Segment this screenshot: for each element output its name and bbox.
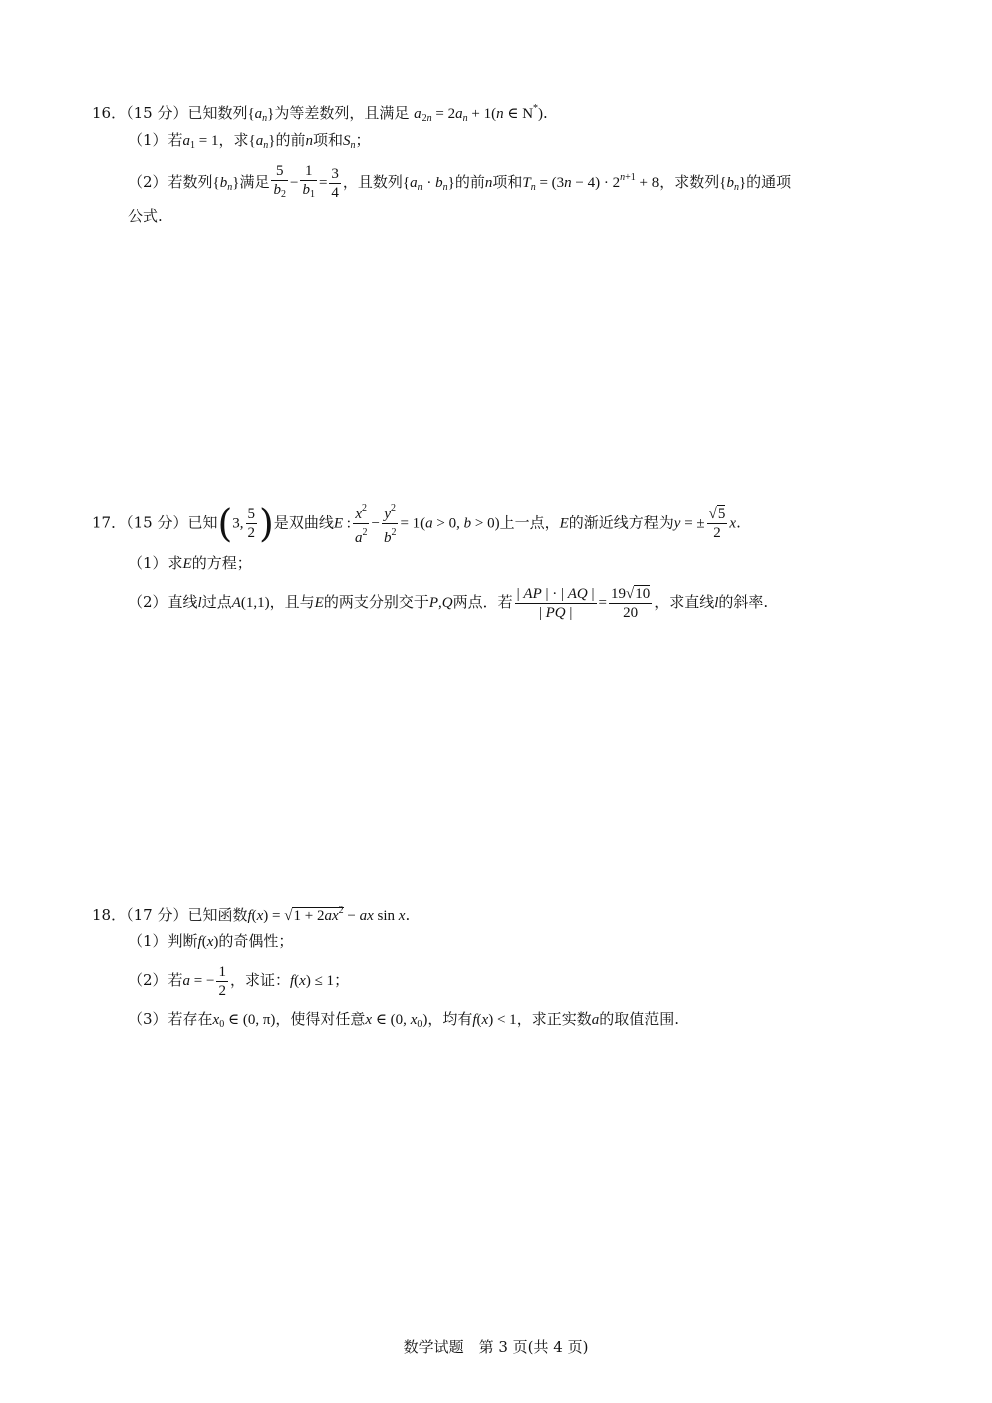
q18-part3-text-a: （3）若存在 xyxy=(128,1010,213,1028)
q18-part1: （1）判断f(x)的奇偶性； xyxy=(128,932,294,950)
q17-heading-text: 17．（15 分）已知 xyxy=(92,513,218,532)
q16-part1-text-a: （1）若 xyxy=(128,131,183,149)
q17-heading-text-a: 是双曲线 xyxy=(273,513,334,532)
q17-part2-text-b: 过点 xyxy=(201,593,232,611)
q17-part2-text-a: （2）直线 xyxy=(128,593,198,611)
q17-heading: 17．（15 分）已知(3, $\frac{5}{2}$ )是双曲线E : $\frac{x^2}{a^2}$ − $\frac{y^2}{b^2}$ = 1(a > 0, b > 0)上一点，E的渐近线方程为y = ± $\frac{√5}{2}$ x. xyxy=(92,501,741,546)
q18-heading: 18．（17 分）已知函数$f(x) = √1 + 2ax^2$ − ax sin x. xyxy=(92,905,411,924)
q17-part2-text-e: 两点．若 xyxy=(452,593,513,611)
q16-heading-text-2: 为等差数列，且满足 xyxy=(274,104,410,122)
q16-part1-text-c: 的前 xyxy=(275,131,306,149)
q18-part1-text-b: 的奇偶性； xyxy=(218,932,294,950)
q17-part1-text-b: 的方程； xyxy=(191,554,252,572)
q17-part2-text-c: ，且与 xyxy=(269,593,315,611)
q17-heading-text-c: 的渐近线方程为 xyxy=(568,513,674,532)
q16-part2-text-b: 满足 xyxy=(239,173,270,191)
q17-heading-end: . xyxy=(736,513,741,532)
q16-part1-text-e: ； xyxy=(355,131,371,149)
page-footer: 数学试题 第 3 页(共 4 页) xyxy=(403,1338,589,1356)
q17-part2-text-f: ，求直线 xyxy=(654,593,715,611)
q17-heading-text-b: 上一点， xyxy=(499,513,560,532)
q16-part2-text-e: 项和 xyxy=(492,173,523,191)
q16-part2: （2）若数列$\{b_n\}$满足 $\frac{5}{b_2}$ − $\frac{1}{b_1}$ = $\frac{3}{4}$ ，且数列$\{a_n \cdot b_n\}$的前n项和$T_n = (3n - 4) \cdot 2^{n+1} + 8$，求数列$\{b_n\}$的通项 xyxy=(128,163,792,201)
q16-part2-text-g: 的通项 xyxy=(746,173,792,191)
q16-heading-end: . xyxy=(543,104,548,122)
q16-part1-text-b: ，求 xyxy=(218,131,249,149)
q18-part3-text-d: ，求正实数 xyxy=(516,1010,592,1028)
q17-part2: （2）直线l过点A(1,1)，且与E的两支分别交于P,Q两点．若 $\frac{| AP | \cdot | AQ |}{| PQ |}$ = $\frac{19√10}{20}$ ，求直线l的斜率. xyxy=(128,585,769,621)
q17-part1: （1）求E的方程； xyxy=(128,554,252,572)
q18-part1-text-a: （1）判断 xyxy=(128,932,198,950)
q17-part2-text-g: 的斜率. xyxy=(718,593,769,611)
q16-part2-text-d: 的前 xyxy=(454,173,485,191)
q16-part1-text-d: 项和 xyxy=(312,131,343,149)
q17-part1-text: （1）求 xyxy=(128,554,183,572)
q18-heading-text: 18．（17 分）已知函数 xyxy=(92,906,248,924)
q16-part2-cont: 公式. xyxy=(128,207,163,225)
q16-part2-text-f: ，求数列 xyxy=(659,173,720,191)
q16-part2-text-a: （2）若数列 xyxy=(128,173,213,191)
q18-part2-text-c: ； xyxy=(334,971,350,989)
q18-part3-text-b: ，使得对任意 xyxy=(275,1010,366,1028)
q18-part3-text-c: ，均有 xyxy=(427,1010,473,1028)
q18-heading-end: . xyxy=(405,906,411,924)
q18-part2-text-b: ，求证： xyxy=(229,971,290,989)
q18-part2-text-a: （2）若 xyxy=(128,971,183,989)
q18-part3-text-e: 的取值范围. xyxy=(599,1010,679,1028)
q16-heading-text: 16．（15 分）已知数列 xyxy=(92,104,248,122)
q17-part2-text-d: 的两支分别交于 xyxy=(323,593,429,611)
q16-part2-text-c: ，且数列 xyxy=(342,173,403,191)
q16-heading: 16．（15 分）已知数列$\{a_n\}$为等差数列，且满足 $a_{2n} = 2a_n + 1(n$ ∈ N*). xyxy=(92,103,548,124)
q18-part3: （3）若存在$x_0$ ∈ (0, π)，使得对任意x ∈ (0, $x_0$)，均有f(x) < 1，求正实数a的取值范围. xyxy=(128,1010,679,1030)
q16-part1: （1）若$a_1 = 1$，求$\{a_n\}$的前n项和$S_n$； xyxy=(128,131,371,151)
q18-part2: （2）若a = − $\frac{1}{2}$ ，求证：f(x) ≤ 1； xyxy=(128,963,350,999)
